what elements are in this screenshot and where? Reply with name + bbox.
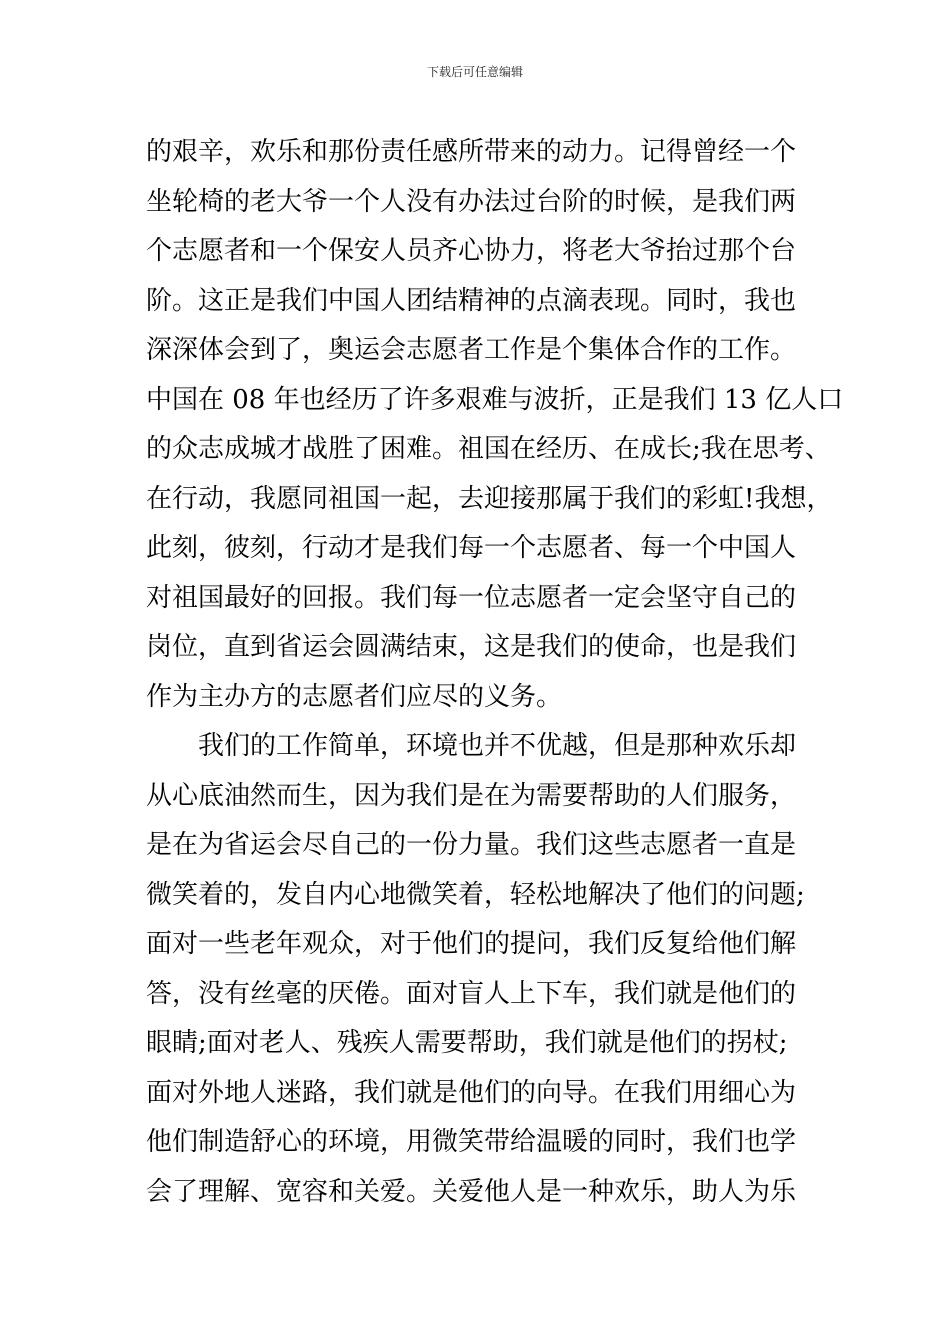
text-line: 面对一些老年观众，对于他们的提问，我们反复给他们解: [146, 929, 797, 959]
text-line: 在行动，我愿同祖国一起，去迎接那属于我们的彩虹!我想，: [146, 483, 833, 514]
text-line: 中国在 08 年也经历了许多艰难与波折，正是我们 13 亿人口: [146, 384, 844, 415]
text-line: 阶。这正是我们中国人团结精神的点滴表现。同时，我也: [146, 285, 797, 316]
document-body: [146, 128, 844, 1217]
text-line: 个志愿者和一个保安人员齐心协力，将老大爷抬过那个台: [146, 236, 797, 266]
text-line: 他们制造舒心的环境，用微笑带给温暖的同时，我们也学: [146, 1127, 797, 1157]
text-line: 面对外地人迷路，我们就是他们的向导。在我们用细心为: [146, 1077, 797, 1108]
text-line: 深深体会到了，奥运会志愿者工作是个集体合作的工作。: [146, 335, 797, 365]
text-line: 岗位，直到省运会圆满结束，这是我们的使命，也是我们: [146, 632, 797, 662]
text-line: 眼睛;面对老人、残疾人需要帮助，我们就是他们的拐杖;: [146, 1028, 788, 1058]
text-line: 对祖国最好的回报。我们每一位志愿者一定会坚守自己的: [146, 582, 797, 613]
page-header: 下载后可任意编辑: [426, 65, 523, 79]
text-line-first-indented: 我们的工作简单，环境也并不优越，但是那种欢乐却: [198, 731, 797, 761]
text-line: 微笑着的，发自内心地微笑着，轻松地解决了他们的问题;: [146, 879, 805, 910]
text-line: 此刻，彼刻，行动才是我们每一个志愿者、每一个中国人: [146, 533, 797, 563]
text-line: 答，没有丝毫的厌倦。面对盲人上下车，我们就是他们的: [146, 978, 797, 1009]
text-line: 作为主办方的志愿者们应尽的义务。: [146, 681, 563, 712]
text-line: 的众志成城才战胜了困难。祖国在经历、在成长;我在思考、: [146, 434, 831, 464]
paragraph-1: [146, 128, 844, 722]
text-line: 的艰辛，欢乐和那份责任感所带来的动力。记得曾经一个: [146, 137, 797, 167]
text-line: 是在为省运会尽自己的一份力量。我们这些志愿者一直是: [146, 830, 797, 860]
text-line: 从心底油然而生，因为我们是在为需要帮助的人们服务，: [146, 780, 797, 811]
text-line: 坐轮椅的老大爷一个人没有办法过台阶的时候，是我们两: [146, 186, 797, 217]
text-line: 会了理解、宽容和关爱。关爱他人是一种欢乐，助人为乐: [146, 1176, 797, 1207]
paragraph-2: [146, 722, 832, 1217]
